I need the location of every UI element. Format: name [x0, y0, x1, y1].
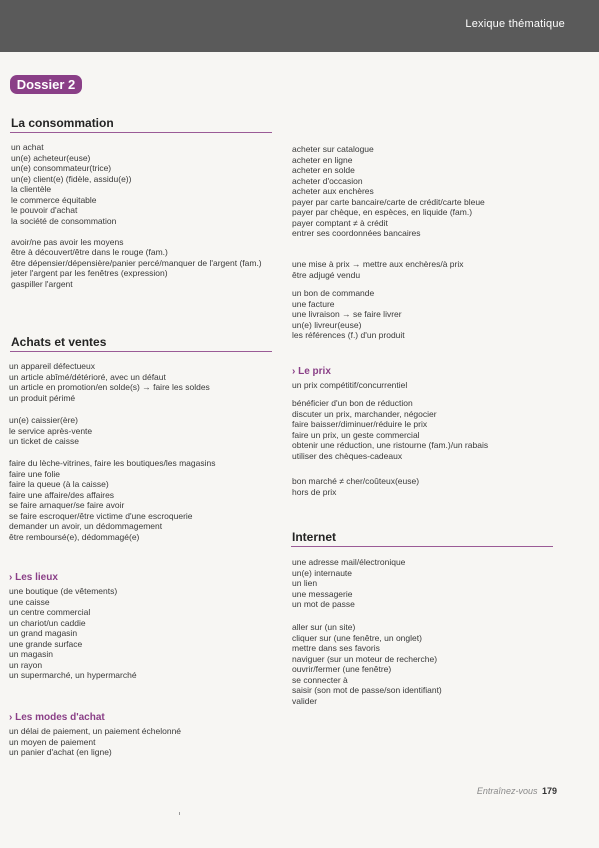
section-rule: [291, 546, 553, 547]
footer-book-title: Entraînez-vous: [476, 786, 538, 796]
lieux-list: [9, 586, 137, 681]
vocab-line: saisir (son mot de passe/son identifiant): [292, 685, 442, 695]
vocab-line: faire une folie: [9, 468, 61, 479]
vocab-line: bon marché ≠ cher/coûteux(euse): [292, 476, 420, 486]
vocab-line: un mot de passe: [292, 599, 355, 609]
vocab-line: un centre commercial: [9, 607, 91, 617]
vocab-line: une caisse: [9, 596, 50, 607]
page-footer: [477, 786, 557, 796]
vocab-line: une adresse mail/électronique: [292, 557, 406, 567]
vocab-line: être à découvert/être dans le rouge (fam.): [11, 247, 168, 257]
vocab-line: mettre dans ses favoris: [292, 643, 380, 653]
vocab-line: un délai de paiement, un paiement échelonné: [9, 726, 182, 736]
vocab-line: obtenir une réduction, une ristourne (fam.)/un rabais: [292, 440, 489, 450]
vocab-line: un(e) consommateur(trice): [11, 163, 112, 173]
vocab-line: un bon de commande: [292, 288, 375, 298]
vocab-line: un article en promotion/en solde(s) → faire les soldes: [9, 382, 210, 392]
vocab-line: acheter aux enchères: [292, 186, 374, 196]
achats-list-2: [9, 415, 92, 447]
vocab-line: un moyen de paiement: [9, 736, 96, 747]
vocab-line: jeter l'argent par les fenêtres (expression): [11, 268, 168, 278]
consommation-left-list: [11, 142, 262, 289]
vocab-line: avoir/ne pas avoir les moyens: [11, 236, 124, 247]
vocab-line: un magasin: [9, 649, 53, 659]
section-title-consommation: La consommation: [11, 116, 114, 130]
vocab-line: se connecter à: [292, 674, 348, 685]
vocab-line: faire du lèche-vitrines, faire les boutiques/les magasins: [9, 458, 216, 468]
consommation-right-list-2: [292, 259, 464, 280]
vocab-line: gaspiller l'argent: [11, 278, 73, 289]
vocab-line: faire un prix, un geste commercial: [292, 429, 420, 440]
prix-list-1: [292, 380, 407, 391]
vocab-line: être adjugé vendu: [292, 269, 361, 280]
vocab-line: bénéficier d'un bon de réduction: [292, 398, 413, 408]
vocab-line: une mise à prix → mettre aux enchères/à prix: [292, 259, 464, 269]
vocab-line: hors de prix: [292, 486, 337, 497]
vocab-line: la clientèle: [11, 184, 52, 194]
margin-mark: [179, 812, 180, 815]
vocab-line: discuter un prix, marchander, négocier: [292, 408, 437, 419]
dossier-badge: Dossier 2: [10, 75, 82, 94]
vocab-line: un lien: [292, 578, 318, 588]
vocab-line: le commerce équitable: [11, 194, 97, 205]
vocab-line: le pouvoir d'achat: [11, 205, 78, 215]
vocab-line: un(e) acheteur(euse): [11, 152, 91, 163]
internet-list-2: [292, 622, 442, 706]
vocab-line: un achat: [11, 142, 44, 152]
modes-list: [9, 726, 181, 758]
vocab-line: acheter sur catalogue: [292, 144, 374, 154]
vocab-line: une livraison → se faire livrer: [292, 309, 402, 319]
prix-list-3: [292, 476, 419, 497]
vocab-line: acheter en solde: [292, 165, 355, 175]
vocab-line: payer par chèque, en espèces, en liquide (fam.): [292, 207, 473, 217]
vocab-line: aller sur (un site): [292, 622, 356, 632]
section-title-achats-ventes: Achats et ventes: [11, 335, 107, 349]
vocab-line: une messagerie: [292, 588, 353, 599]
page-number: 179: [541, 786, 557, 796]
vocab-line: faire la queue (à la caisse): [9, 479, 109, 489]
subhead-prix: › Le prix: [292, 366, 331, 377]
prix-list-2: [292, 398, 488, 461]
vocab-line: une grande surface: [9, 638, 83, 649]
vocab-line: payer par carte bancaire/carte de crédit/carte bleue: [292, 196, 485, 207]
vocab-line: être dépensier/dépensière/panier percé/manquer de l'argent (fam.): [11, 257, 262, 268]
internet-list-1: [292, 557, 405, 610]
vocab-line: une facture: [292, 298, 335, 309]
vocab-line: acheter d'occasion: [292, 175, 363, 186]
section-rule: [10, 351, 272, 352]
vocab-line: cliquer sur (une fenêtre, un onglet): [292, 632, 422, 643]
vocab-line: [11, 226, 262, 237]
consommation-right-list-3: [292, 288, 405, 341]
vocab-line: payer comptant ≠ à crédit: [292, 217, 388, 228]
vocab-line: un prix compétitif/concurrentiel: [292, 380, 408, 390]
vocab-line: entrer ses coordonnées bancaires: [292, 228, 421, 238]
consommation-right-list-1: [292, 144, 485, 239]
vocab-line: la société de consommation: [11, 215, 117, 226]
vocab-line: les références (f.) d'un produit: [292, 330, 405, 340]
header-band: [0, 0, 599, 52]
vocab-line: un supermarché, un hypermarché: [9, 670, 137, 680]
vocab-line: un(e) livreur(euse): [292, 319, 362, 330]
vocab-line: valider: [292, 695, 318, 706]
vocab-line: un(e) client(e) (fidèle, assidu(e)): [11, 173, 132, 184]
subhead-lieux: › Les lieux: [9, 572, 58, 583]
vocab-line: un chariot/un caddie: [9, 617, 86, 628]
vocab-line: un ticket de caisse: [9, 436, 79, 446]
vocab-line: un(e) caissier(ère): [9, 415, 78, 425]
vocab-line: un produit périmé: [9, 392, 76, 403]
vocab-line: acheter en ligne: [292, 154, 353, 165]
page-header-title: Lexique thématique: [465, 18, 565, 30]
vocab-line: un article abîmé/détérioré, avec un défaut: [9, 371, 166, 382]
vocab-line: utiliser des chèques-cadeaux: [292, 450, 403, 461]
vocab-line: se faire arnaquer/se faire avoir: [9, 500, 125, 510]
vocab-line: un(e) internaute: [292, 567, 353, 578]
vocab-line: un rayon: [9, 659, 43, 670]
vocab-line: demander un avoir, un dédommagement: [9, 521, 163, 531]
vocab-line: naviguer (sur un moteur de recherche): [292, 653, 438, 664]
vocab-line: faire une affaire/des affaires: [9, 489, 115, 500]
section-rule: [10, 132, 272, 133]
vocab-line: être remboursé(e), dédommagé(e): [9, 531, 140, 542]
vocab-line: une boutique (de vêtements): [9, 586, 118, 596]
vocab-line: un grand magasin: [9, 628, 78, 638]
subhead-modes-achat: › Les modes d'achat: [9, 712, 105, 723]
achats-list-3: [9, 458, 215, 542]
vocab-line: le service après-vente: [9, 425, 93, 436]
vocab-line: un panier d'achat (en ligne): [9, 747, 112, 757]
section-title-internet: Internet: [292, 530, 337, 544]
vocab-line: faire baisser/diminuer/réduire le prix: [292, 419, 428, 429]
vocab-line: ouvrir/fermer (une fenêtre): [292, 664, 392, 674]
vocab-line: un appareil défectueux: [9, 361, 96, 371]
vocab-line: se faire escroquer/être victime d'une escroquerie: [9, 510, 193, 521]
achats-list-1: [9, 361, 210, 403]
